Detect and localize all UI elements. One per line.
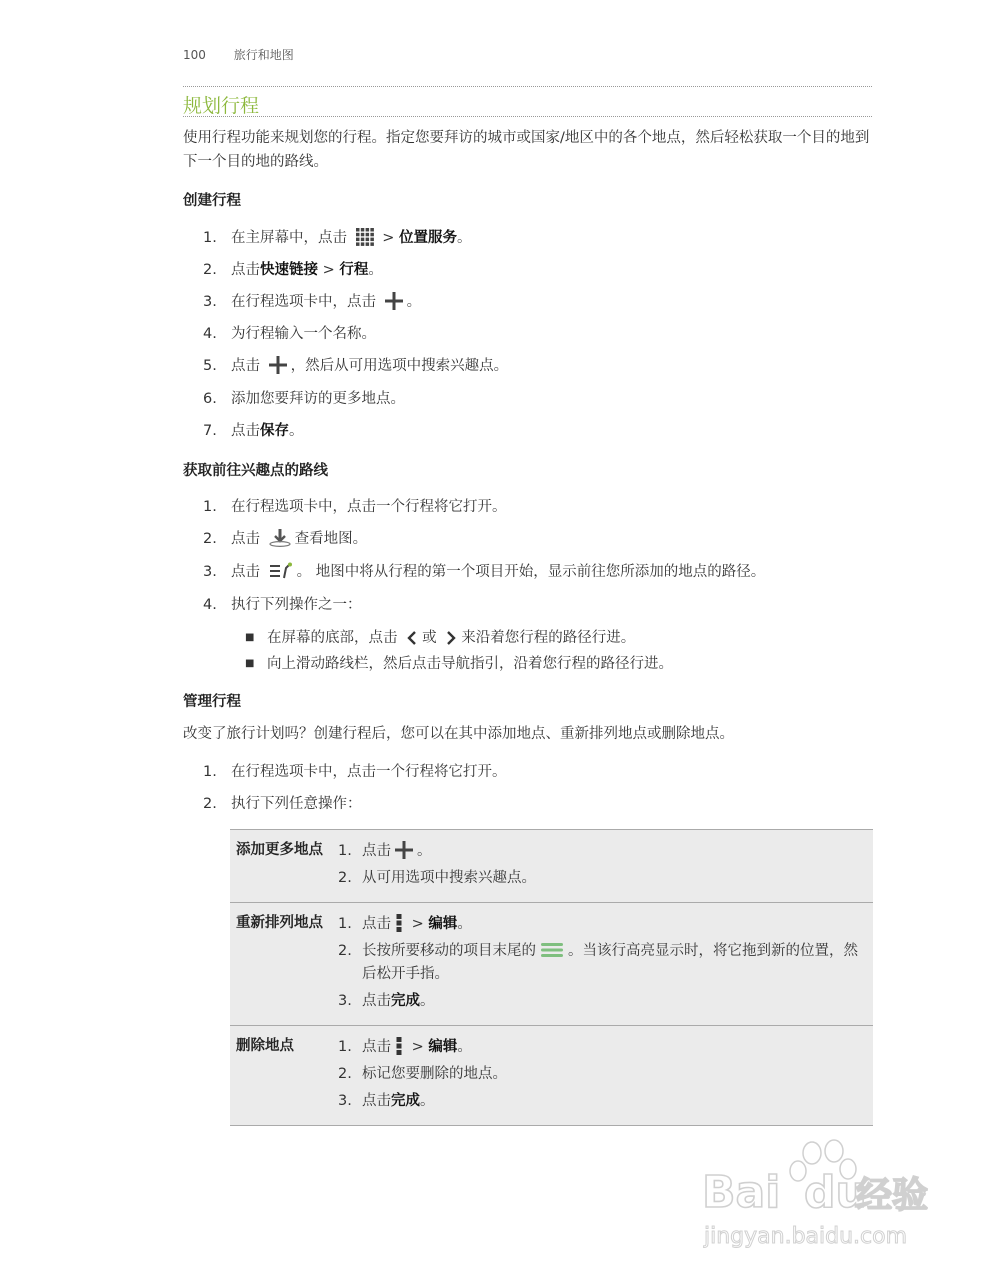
baidu-jingyan-watermark bbox=[700, 1135, 940, 1255]
chevron-right-icon bbox=[445, 630, 457, 646]
list-item: 4. 执行下列操作之一： bbox=[203, 597, 362, 613]
list-item: 2. 点击 查看地图。 bbox=[203, 531, 368, 547]
list-item: 1. 在行程选项卡中，点击一个行程将它打开。 bbox=[203, 764, 507, 780]
table-row bbox=[230, 903, 873, 1026]
divider bbox=[183, 116, 872, 117]
bullet-icon: ■ bbox=[245, 658, 255, 669]
watermark-cn: 经验 bbox=[856, 1175, 929, 1216]
list-item: 2. 从可用选项中搜索兴趣点。 bbox=[338, 870, 536, 886]
list-item: 6. 添加您要拜访的更多地点。 bbox=[203, 391, 405, 407]
apps-grid-icon bbox=[356, 228, 374, 246]
chevron-left-icon bbox=[406, 630, 418, 646]
intro-paragraph: 使用行程功能来规划您的行程。指定您要拜访的城市或国家/地区中的各个地点，然后轻松获取一个目的地到下一个目的地的路线。 bbox=[183, 130, 870, 170]
drag-handle-icon bbox=[540, 941, 564, 959]
watermark-url: jingyan.baidu.com bbox=[704, 1224, 908, 1249]
list-item: 2. 执行下列任意操作： bbox=[203, 796, 362, 812]
list-item: 1. 在主屏幕中，点击 > 位置服务。 bbox=[203, 230, 472, 246]
list-item: 1. 点击 > 编辑。 bbox=[338, 1039, 472, 1055]
row-label: 删除地点 bbox=[236, 1038, 294, 1054]
more-vertical-icon bbox=[395, 914, 403, 932]
watermark-brand-du: du bbox=[804, 1167, 867, 1218]
manage-paragraph: 改变了旅行计划吗？创建行程后，您可以在其中添加地点、重新排列地点或删除地点。 bbox=[183, 726, 734, 742]
list-item: 4. 为行程输入一个名称。 bbox=[203, 326, 376, 342]
plus-icon bbox=[269, 356, 287, 374]
list-item: 1. 点击 。 bbox=[338, 843, 432, 859]
list-item: 3. 点击 。 地图中将从行程的第一个项目开始，显示前往您所添加的地点的路径。 bbox=[203, 564, 766, 580]
list-item: 3. 在行程选项卡中，点击 。 bbox=[203, 294, 422, 310]
list-item: 1. 点击 > 编辑。 bbox=[338, 916, 472, 932]
plus-icon bbox=[395, 841, 413, 859]
more-vertical-icon bbox=[395, 1037, 403, 1055]
list-item: 1. 在行程选项卡中，点击一个行程将它打开。 bbox=[203, 499, 507, 515]
row-label: 重新排列地点 bbox=[236, 915, 323, 931]
divider bbox=[183, 86, 872, 87]
heading-manage: 管理行程 bbox=[183, 694, 241, 710]
route-list-icon bbox=[269, 562, 293, 580]
heading-route: 获取前往兴趣点的路线 bbox=[183, 463, 328, 479]
table-row bbox=[230, 830, 873, 903]
section-title: 规划行程 bbox=[183, 95, 260, 117]
operations-table bbox=[230, 829, 873, 1126]
bullet-item: ■ 向上滑动路线栏，然后点击导航指引，沿着您行程的路径行进。 bbox=[245, 656, 673, 672]
chapter-title: 旅行和地图 bbox=[233, 48, 294, 62]
list-item: 2. 点击快速链接 > 行程。 bbox=[203, 262, 383, 278]
map-pin-icon bbox=[269, 529, 291, 547]
bullet-icon: ■ bbox=[245, 632, 255, 643]
table-row bbox=[230, 1026, 873, 1126]
list-item: 2. 标记您要删除的地点。 bbox=[338, 1066, 507, 1082]
row-label: 添加更多地点 bbox=[236, 842, 323, 858]
list-item: 3. 点击完成。 bbox=[338, 1093, 435, 1109]
page-number: 100 bbox=[183, 48, 206, 62]
list-item: 2. 长按所要移动的项目末尾的 。当该行高亮显示时，将它拖到新的位置，然后松开手指。 bbox=[338, 943, 858, 982]
heading-create: 创建行程 bbox=[183, 193, 241, 209]
plus-icon bbox=[385, 292, 403, 310]
list-item: 3. 点击完成。 bbox=[338, 993, 435, 1009]
list-item: 5. 点击 ，然后从可用选项中搜索兴趣点。 bbox=[203, 358, 509, 374]
running-header bbox=[183, 46, 294, 63]
list-item: 7. 点击保存。 bbox=[203, 423, 304, 439]
bullet-item: ■ 在屏幕的底部，点击 或 来沿着您行程的路径行进。 bbox=[245, 630, 636, 646]
watermark-brand: Bai bbox=[702, 1167, 781, 1218]
